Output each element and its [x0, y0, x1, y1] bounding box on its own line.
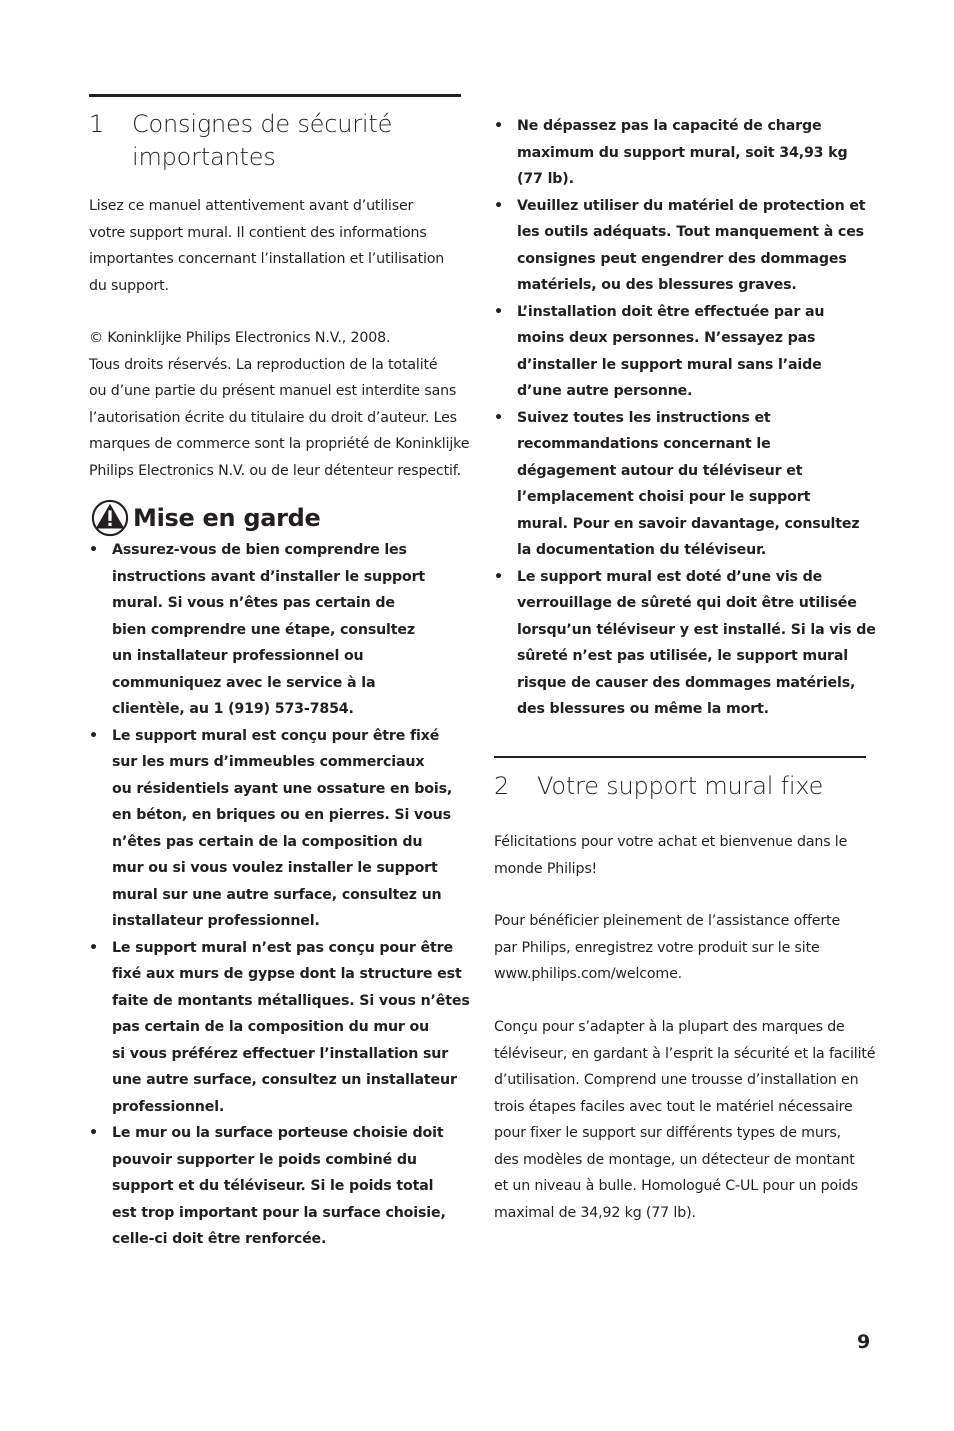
list-item: • Le support mural n’est pas conçu pour être fixé aux murs de gypse dont la structure est faite de montants métalliques. Si vous n’êtes pas certain de la composition du mur ou si vous préférez effectuer l’installation sur une autre surface, consultez un installateur professionnel. — [89, 935, 469, 1121]
section-2-para-3: Conçu pour s’adapter à la plupart des marques de téléviseur, en gardant à l’esprit la sécurité et la facilité d’utilisation. Comprend une trousse d’installation en trois étapes faciles avec tout le matériel nécessaire pour fixer le support sur différents types de murs, des modèles de montage, un détecteur de montant et un niveau à bulle. Homologué C-UL pour un poids maximal de 34,92 kg (77 lb). — [494, 1019, 876, 1221]
section-2-para-2: Pour bénéficier pleinement de l’assistance offerte par Philips, enregistrez votre produit sur le site www.philips.com/welcome. — [494, 913, 841, 982]
list-item: • Veuillez utiliser du matériel de protection et les outils adéquats. Tout manquement à ces consignes peut engendrer des dommages matériels, ou des blessures graves. — [494, 193, 874, 299]
page-number: 9 — [857, 1331, 871, 1353]
section-1-intro: Lisez ce manuel attentivement avant d’utiliser votre support mural. Il contient des informations importantes concernant l’installation et l’utilisation du support. — [89, 198, 445, 294]
section-1-heading — [89, 108, 392, 174]
warning-icon — [91, 499, 129, 537]
section-2-para-1: Félicitations pour votre achat et bienvenue dans le monde Philips! — [494, 834, 848, 877]
caution-heading — [91, 499, 321, 537]
caution-title: Mise en garde — [133, 504, 321, 532]
section-2-heading — [494, 770, 823, 803]
list-item: • Le support mural est conçu pour être fixé sur les murs d’immeubles commerciaux ou résidentiels ayant une ossature en bois, en béton, en briques ou en pierres. Si vous n’êtes pas certain de la composition du mur ou si vous voulez installer le support mural sur une autre surface, consultez un installateur professionnel. — [89, 723, 469, 935]
section-2-title: Votre support mural fixe — [537, 772, 824, 800]
section-1-title: Consignes de sécurité importantes — [132, 110, 393, 171]
list-item: • Suivez toutes les instructions et recommandations concernant le dégagement autour du téléviseur et l’emplacement choisi pour le support mural. Pour en savoir davantage, consultez la documentation du téléviseur. — [494, 405, 874, 564]
list-item: • Assurez-vous de bien comprendre les instructions avant d’installer le support mural. Si vous n’êtes pas certain de bien comprendre une étape, consultez un installateur professionnel ou communiquez avec le service à la clientèle, au 1 (919) 573-7854. — [89, 537, 469, 723]
list-item: • Le support mural est doté d’une vis de verrouillage de sûreté qui doit être utilisée lorsqu’un téléviseur y est installé. Si la vis de sûreté n’est pas utilisée, le support mural risque de causer des dommages matériels, des blessures ou même la mort. — [494, 564, 874, 723]
caution-list-right — [494, 113, 874, 723]
section-2-rule — [494, 756, 866, 758]
list-item: • L’installation doit être effectuée par au moins deux personnes. N’essayez pas d’installer le support mural sans l’aide d’une autre personne. — [494, 299, 874, 405]
section-2-number: 2 — [494, 772, 510, 800]
list-item: • Le mur ou la surface porteuse choisie doit pouvoir supporter le poids combiné du support et du téléviseur. Si le poids total est trop important pour la surface choisie, celle-ci doit être renforcée. — [89, 1120, 469, 1253]
caution-list-left — [89, 537, 469, 1253]
section-1-rule — [89, 94, 461, 97]
copyright-notice: © Koninklijke Philips Electronics N.V., 2008. Tous droits réservés. La reproduction de la totalité ou d’une partie du présent manuel est interdite sans l’autorisation écrite du titulaire du droit d’auteur. Les marques de commerce sont la propriété de Koninklijke Philips Electronics N.V. ou de leur détenteur respectif. — [89, 330, 470, 479]
list-item: • Ne dépassez pas la capacité de charge maximum du support mural, soit 34,93 kg (77 lb). — [494, 113, 874, 193]
section-1-number: 1 — [89, 110, 105, 138]
